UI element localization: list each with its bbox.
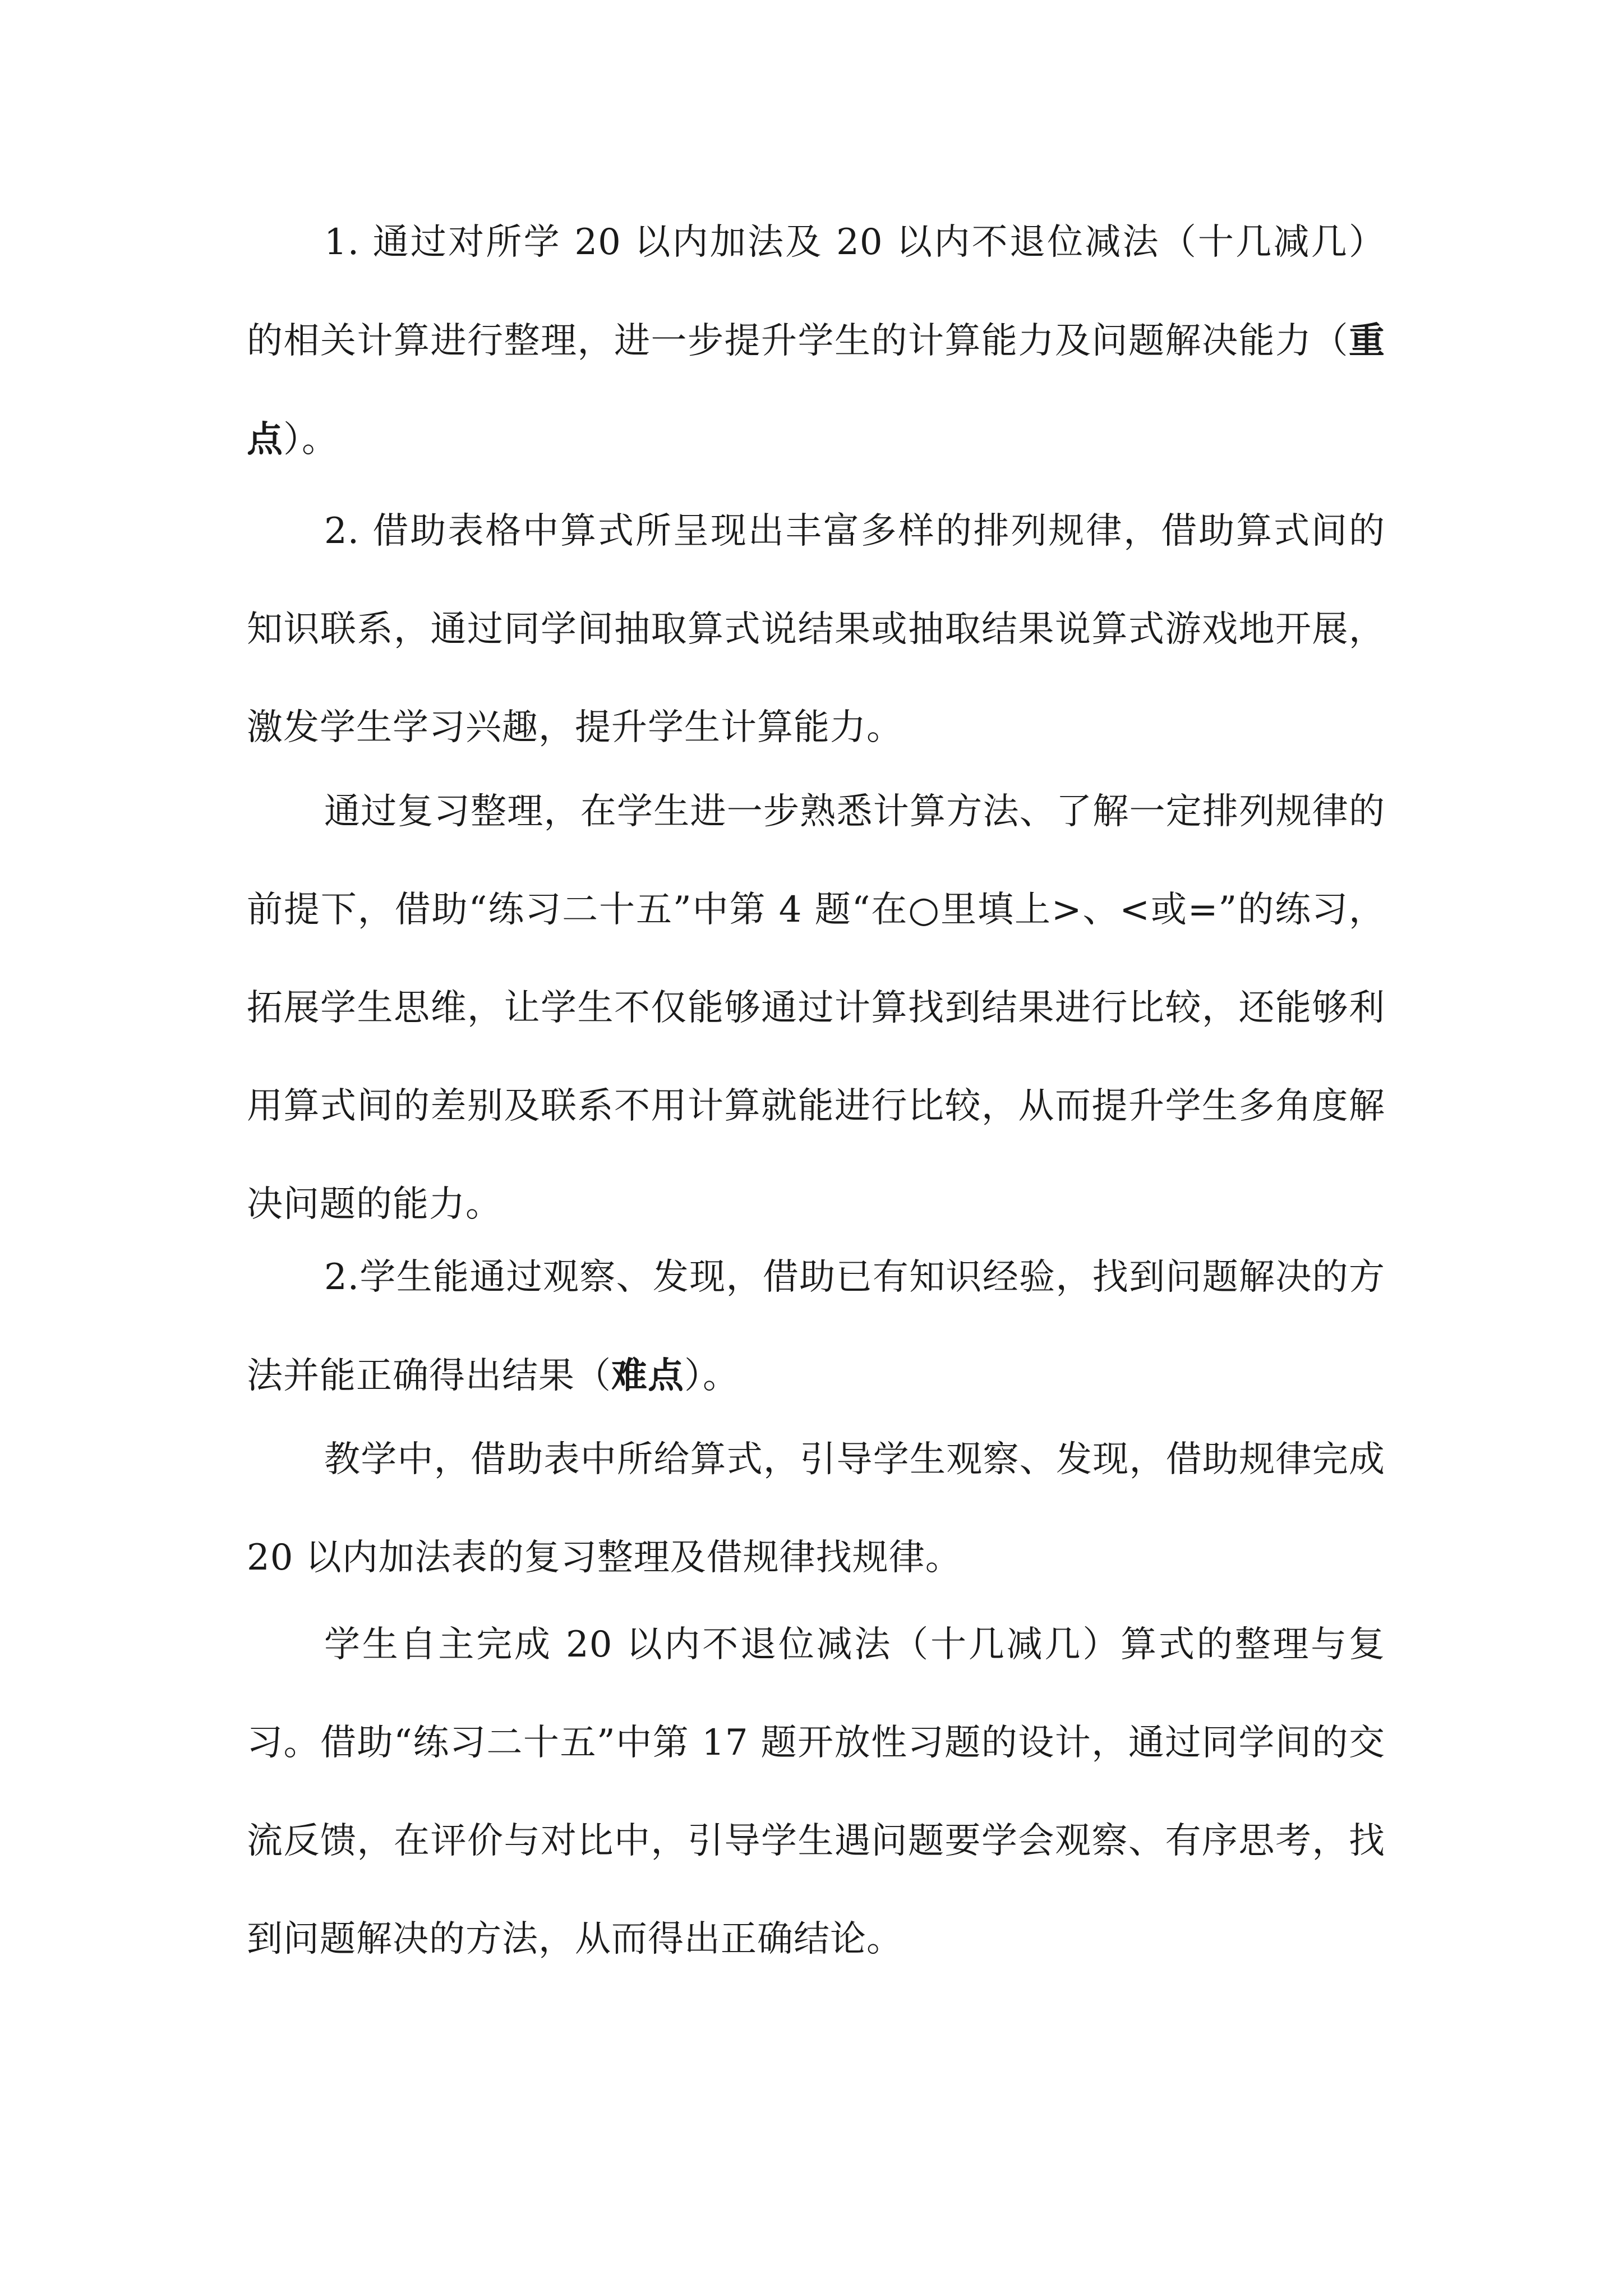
paragraph-review <box>247 763 1385 1254</box>
paragraph-tail: ）。 <box>283 419 338 461</box>
paragraph-text: 教学中，借助表中所给算式，引导学生观察、发现，借助规律完成 20 以内加法表的复习整理及借规律找规律。 <box>247 1439 1385 1579</box>
paragraph-objective-2 <box>247 482 1385 777</box>
paragraph-teaching <box>247 1411 1385 1607</box>
paragraph-text: 学生自主完成 20 以内不退位减法（十几减几）算式的整理与复习。借助“练习二十五”中第 17 题开放性习题的设计，通过同学间的交流反馈，在评价与对比中，引导学生遇问题要学会观察、有序思考，找到问题解决的方法，从而得出正确结论。 <box>247 1624 1385 1960</box>
paragraph-self-study <box>247 1596 1385 1989</box>
paragraph-text: 1. 通过对所学 20 以内加法及 20 以内不退位减法（十几减几）的相关计算进行整理，进一步提升学生的计算能力及问题解决能力（ <box>247 222 1385 362</box>
paragraph-text: 通过复习整理，在学生进一步熟悉计算方法、了解一定排列规律的前提下，借助“练习二十五”中第 4 题“在○里填上>、<或=”的练习，拓展学生思维，让学生不仅能够通过计算找到结果进行比较，还能够利用算式间的差别及联系不用计算就能进行比较，从而提升学生多角度解决问题的能力。 <box>247 791 1385 1225</box>
paragraph-objective-1 <box>247 194 1385 489</box>
emphasis-difficult-point: 难点 <box>611 1355 684 1397</box>
paragraph-text: 2. 借助表格中算式所呈现出丰富多样的排列规律，借助算式间的知识联系，通过同学间抽取算式说结果或抽取结果说算式游戏地开展，激发学生学习兴趣，提升学生计算能力。 <box>247 510 1385 748</box>
paragraph-text: 2.学生能通过观察、发现，借助已有知识经验，找到问题解决的方法并能正确得出结果（ <box>247 1257 1385 1397</box>
paragraph-difficulty <box>247 1228 1385 1425</box>
emphasis-key-point: 重点 <box>247 320 1385 461</box>
paragraph-tail: ）。 <box>684 1355 739 1397</box>
